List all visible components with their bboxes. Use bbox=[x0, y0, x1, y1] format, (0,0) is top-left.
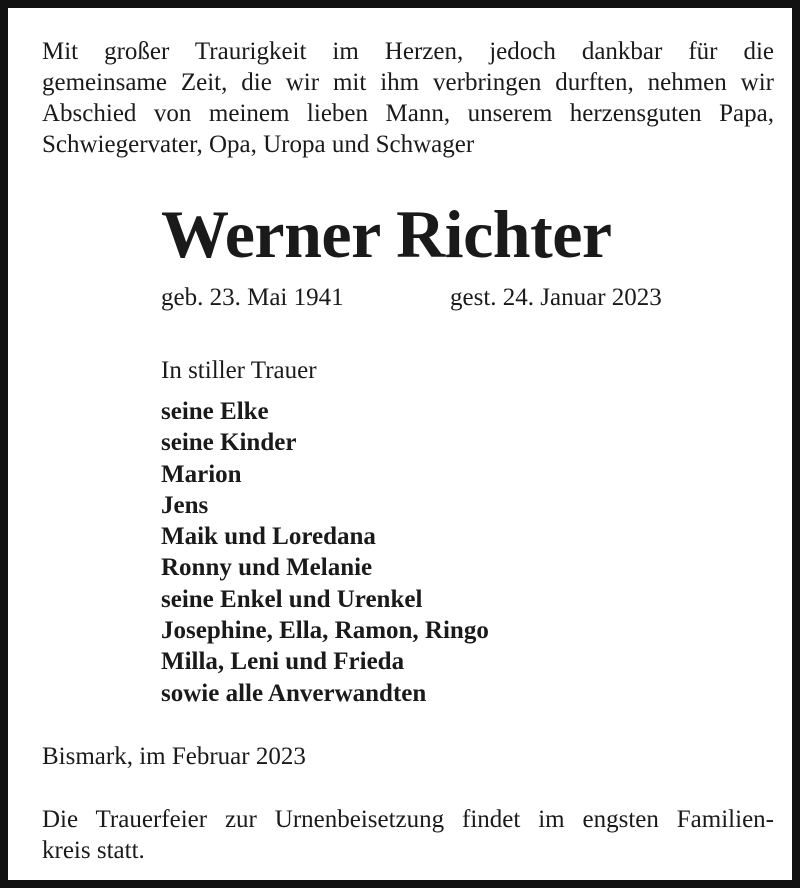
deceased-name: Werner Richter bbox=[161, 196, 612, 272]
birth-date: geb. 23. Mai 1941 bbox=[161, 284, 344, 311]
mourner-entry: Jens bbox=[161, 491, 209, 519]
mourner-entry: Marion bbox=[161, 460, 242, 488]
mourner-entry: seine Elke bbox=[161, 398, 269, 425]
place-and-date: Bismark, im Februar 2023 bbox=[42, 743, 306, 770]
mourner-entry: Josephine, Ella, Ramon, Ringo bbox=[161, 617, 489, 645]
mourning-line: In stiller Trauer bbox=[161, 357, 317, 384]
funeral-note bbox=[42, 804, 774, 866]
mourners-list bbox=[161, 396, 489, 709]
funeral-note-line: kreis statt. bbox=[42, 837, 145, 864]
mourner-entry: seine Kinder bbox=[161, 429, 297, 457]
mourner-entry: Ronny und Melanie bbox=[161, 554, 373, 582]
mourner-entry: sowie alle Anverwandten bbox=[161, 679, 427, 707]
intro-line: Mit großer Traurigkeit im Herzen, jedoch dankbar für die bbox=[42, 38, 774, 65]
mourner-entry: Maik und Loredana bbox=[161, 523, 376, 551]
intro-line: Abschied von meinem lieben Mann, unserem herzensguten Papa, bbox=[42, 100, 774, 127]
funeral-note-line: Die Trauerfeier zur Urnenbeisetzung findet im engsten Familien- bbox=[42, 806, 774, 833]
mourner-entry: seine Enkel und Urenkel bbox=[161, 585, 423, 613]
mourner-entry: Milla, Leni und Frieda bbox=[161, 648, 405, 676]
death-date: gest. 24. Januar 2023 bbox=[450, 284, 662, 311]
intro-line: gemeinsame Zeit, die wir mit ihm verbringen durften, nehmen wir bbox=[42, 69, 774, 96]
intro-line: Schwiegervater, Opa, Uropa und Schwager bbox=[42, 131, 475, 158]
intro-paragraph bbox=[42, 36, 774, 160]
